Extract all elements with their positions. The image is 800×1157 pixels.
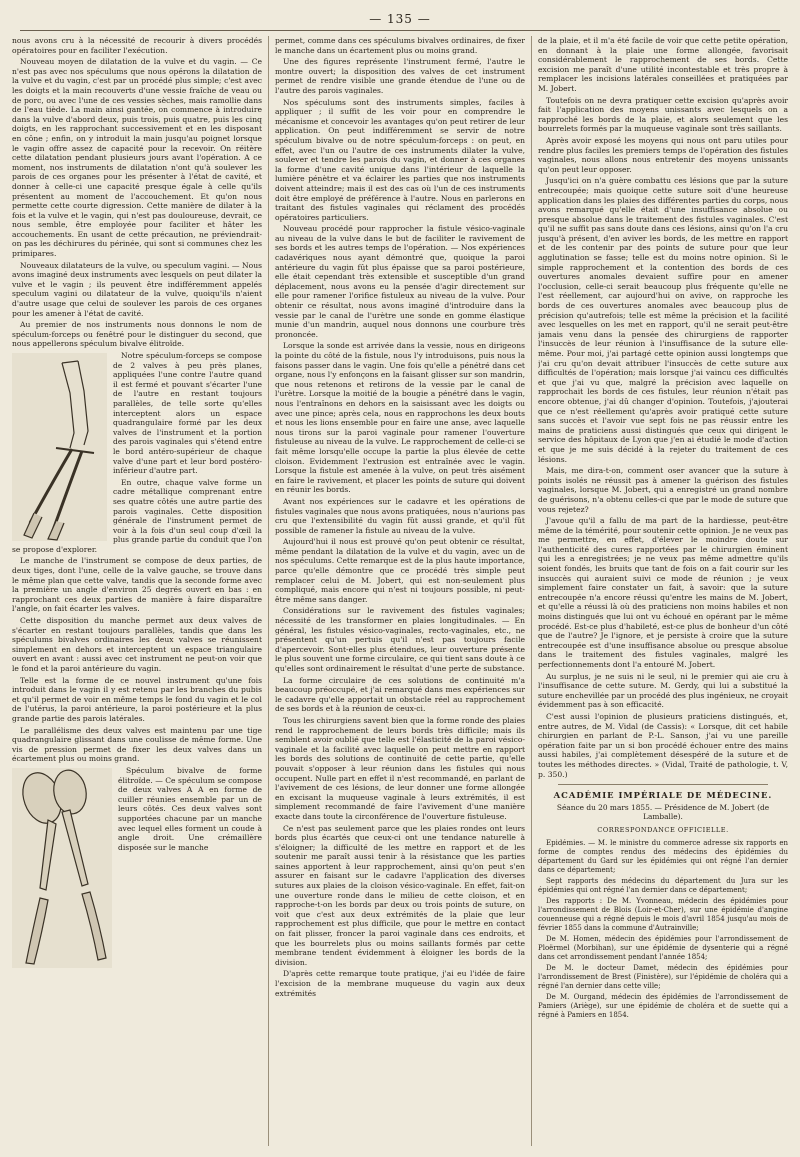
page-number: — 135 — [369, 12, 431, 26]
paragraph: La forme circulaire de ces solutions de continuité m'a beaucoup préoccupé, et j'ai remarqué dans mes expériences sur le cadavre qu'elle apportait un obstacle réel au rapprochement de ses bords et à la réunion de ceux-ci. [275, 675, 525, 714]
paragraph: Considérations sur le ravivement des fistules vaginales; nécessité de les transformer en plaies longitudinales. — En général, les fistules vésico-vaginales, recto-vaginales, etc., ne présentent qu'un pertuis qu'il n'est pas toujours facile d'apercevoir. Sont-elles plus étendues, leur ouverture présente le plus souvent une forme circulaire, ce qui tient sans doute à ce qu'elles sont ordinairement le résultat d'une perte de substance. [275, 606, 525, 673]
paragraph: Nouveau moyen de dilatation de la vulve et du vagin. — Ce n'est pas avec nos spéculums que nous opérons la dilatation de la vulve et du vagin, c'est par un procédé plus simple; c'est avec les doigts et la main recouverts d'une vessie fraîche de veau ou de porc, ou avec l'une de ces vessies sèches, mais ramollie dans de l'eau tiède. La main ainsi gantée, on commence à introduire dans la vulve d'abord deux, puis trois, puis quatre, puis les cinq doigts, en les rapprochant successivement et en les disposant en cône ; enfin, on y introduit la main jusqu'au poignet lorsque le vagin offre assez de capacité pour la recevoir. On réitère cette dilatation pendant plusieurs jours avant l'opération. A ce moment, nos instruments de dilatation n'ont qu'à soulever les parois de ces organes pour les présenter à l'état de cavité, et donner à celle-ci une capacité presque égale à celle qu'ils présentent au moment de l'accouchement. Et qu'on nous permette cette courte digression. Cette manière de dilater à la fois et la vulve et le vagin, qui n'est pas douloureuse, devrait, ce nous semble, être employée pour faciliter et hâter les accouchements. En usant de cette précaution, ne préviendrait-on pas les déchirures du périnée, qui sont si communes chez les primipares. [12, 57, 262, 259]
paragraph: Nouveaux dilatateurs de la vulve, ou speculum vagini. — Nous avons imaginé deux instruments avec lesquels on peut dilater la vulve et le vagin ; ils peuvent être indifféremment appelés speculum vagini ou dilatateur de la vulve, quoiqu'ils n'aient d'autre usage que celui de soulever les parois de ces organes pour les amener à l'état de cavité. [12, 260, 262, 318]
paragraph: Spéculum bivalve de forme élitroïde. — Ce spéculum se compose de deux valves A A en forme de cuiller réunies ensemble par un de leurs côtés. Ces deux valves sont supportées chacune par un manche avec lequel elles forment un coude à angle droit. Une crémaillère disposée sur le manche [118, 765, 262, 852]
paragraph: Au premier de nos instruments nous donnons le nom de spéculum-forceps ou fenêtré pour le distinguer du second, que nous appellerons spéculum bivalve élitroïde. [12, 320, 262, 349]
list-item: De M. le docteur Damet, médecin des épidémies pour l'arrondissement de Brest (Finistère), sur l'épidémie de choléra qui a régné l'an dernier dans cette ville; [538, 963, 788, 990]
paragraph: Après avoir exposé les moyens qui nous ont paru utiles pour rendre plus faciles les premiers temps de l'opération des fistules vaginales, nous allons nous entretenir des moyens unissants qu'on peut leur opposer. [538, 135, 788, 174]
correspondence-list [538, 839, 788, 1020]
list-item: De M. Ourgand, médecin des épidémies de l'arrondissement de Pamiers (Ariège), sur une épidémie de choléra et de suette qui a régné à Pamiers en 1854. [538, 992, 788, 1019]
paragraph: Une des figures représente l'instrument fermé, l'autre le montre ouvert; la disposition des valves de cet instrument permet de rendre visible une grande étendue de l'une ou de l'autre des parois vaginales. [275, 57, 525, 95]
paragraph: C'est aussi l'opinion de plusieurs praticiens distingués, et, entre autres, de M. Vidal (de Cassis): « Lorsque, dit cet habile chirurgien en parlant de P.-L. Sanson, j'ai vu une pareille opération faite par un si bon procédé échouer entre des mains aussi habiles, j'ai complètement désespéré de la suture et de toutes les méthodes directes. » (Vidal, Traité de pathologie, t. V, p. 350.) [538, 711, 788, 779]
paragraph: J'avoue qu'il a fallu de ma part de la hardiesse, peut-être même de la témérité, pour soutenir cette opinion. Je ne veux pas me permettre, en effet, d'élever le moindre doute sur l'authenticité des cures rapportées par le chirurgien éminent qui les a enregistrées; je ne veux pas même admettre qu'ils soient fondés, les bruits que tant de fois on a fait courir sur les insuccès qui auraient suivi ce mode de réunion ; je veux simplement faire constater un fait, à savoir: que la suture entrecoupée n'a encore réussi qu'entre les mains de M. Jobert, et qu'elle a réussi là où des praticiens non moins habiles et non moins distingués que lui ont vu échoué en opérant par le même procédé. Est-ce plus d'habileté, est-ce plus de bonheur d'un côté que de l'autre? Je l'ignore, et je persiste à croire que la suture entrecoupée est d'une insuffisance absolue ou presque absolue dans le traitement des fistules vaginales, malgré les perfectionnements dont l'a entouré M. Jobert. [538, 516, 788, 669]
paragraph: Toutefois on ne devra pratiquer cette excision qu'après avoir fait l'application des moyens unissants avec lesquels on a rapproché les bords de la plaie, et alors seulement que les bourrelets formés par la muqueuse vaginale sont très saillants. [538, 95, 788, 134]
header-rule [20, 30, 780, 31]
column-right [538, 36, 788, 1146]
section-divider [558, 784, 768, 785]
paragraph: Mais, me dira-t-on, comment oser avancer que la suture à points isolés ne réussit pas à amener la guérison des fistules vaginales, lorsque M. Jobert, qui a enregistré un grand nombre de guérisons, n'a obtenu celles-ci que par le mode de suture que vous rejetez? [538, 466, 788, 514]
paragraph: Le manche de l'instrument se compose de deux parties, de deux tiges, dont l'une, celle de la valve gauche, se trouve dans le même plan que cette valve, tandis que la seconde forme avec la première un angle d'environ 25 degrés ouvert en bas : en rapprochant ces deux parties de manière à faire disparaître l'angle, on fait écarter les valves. [12, 556, 262, 614]
column-divider [268, 36, 269, 1146]
paragraph: Telle est la forme de ce nouvel instrument qu'une fois introduit dans le vagin il y est retenu par les branches du pubis et qu'il permet de voir en même temps le fond du vagin et le col de l'utérus, la paroi antérieure, la paroi postérieure et la plus grande partie des parois latérales. [12, 675, 262, 723]
list-item: Sept rapports des médecins du département du Jura sur les épidémies qui ont régné l'an dernier dans ce département; [538, 876, 788, 894]
paragraph: Lorsque la sonde est arrivée dans la vessie, nous en dirigeons la pointe du côté de la fistule, nous l'y introduisons, puis nous la faisons passer dans le vagin. Une fois qu'elle a pénétré dans cet organe, nous l'y enfonçons en la faisant glisser sur son mandrin, que nous retenons et retirons de la vessie par le canal de l'urètre. Lorsque la moitié de la bougie a pénétré dans le vagin, nous l'entraînons en dehors en la saisissant avec les doigts ou avec une pince; après cela, nous en rapprochons les deux bouts et nous les lions ensemble pour en faire une anse, avec laquelle nous tirons sur la paroi vaginale pour ramener l'ouverture fistuleuse au niveau de la vulve. Le rapprochement de celle-ci se fait même lorsqu'elle occupe la partie la plus élevée de cette cloison. Evidemment l'extrusion est entraînée avec le vagin. Lorsque la fistule est amenée à la vulve, on peut très aisément en faire le ravivement, et placer les points de suture qui doivent en réunir les bords. [275, 341, 525, 495]
session-line: Séance du 20 mars 1855. — Présidence de M. Jobert (de Lamballe). [556, 802, 770, 822]
bivalve-speculum-figure [12, 768, 112, 968]
column-divider [531, 36, 532, 1146]
column-left [12, 36, 262, 1146]
paragraph: Nouveau procédé pour rapprocher la fistule vésico-vaginale au niveau de la vulve dans le but de faciliter le ravivement de ses bords et les autres temps de l'opération. — Nos expériences cadavériques nous ayant démontré que, quoique la paroi antérieure du vagin fût plus épaisse que sa paroi postérieure, elle était cependant très extensible et susceptible d'un grand déplacement, nous avons eu la pensée d'agir directement sur elle pour ramener l'orifice fistuleux au niveau de la vulve. Pour obtenir ce résultat, nous avons imaginé d'introduire dans la vessie par le canal de l'urètre une sonde en gomme élastique munie d'un mandrin, auquel nous donnons une courbure très prononcée. [275, 224, 525, 339]
paragraph: En outre, chaque valve forme un cadre métallique comprenant entre ses quatre côtés une autre partie des parois vaginales. Cette disposition générale de l'instrument permet de voir à la fois d'un seul coup d'œil la plus grande partie du conduit que l'on se propose d'explorer. [12, 477, 262, 554]
paragraph: Jusqu'ici on n'a guère combattu ces lésions que par la suture entrecoupée; mais quoique cette suture soit d'une heureuse application dans les plaies des différentes parties du corps, nous avons remarqué qu'elle était d'une insuffisance absolue ou presque absolue dans le traitement des fistules vaginales. C'est qu'il ne suffit pas sans doute dans ces lésions, ainsi qu'on l'a cru jusqu'à présent, d'en aviver les bords, de les mettre en rapport et de les contenir par des points de suture pour que leur agglutination se fasse; telle est du moins notre opinion. Si le simple rapprochement et la contention des bords de ces ouvertures anomales devaient suffire pour en amener l'occlusion, celle-ci serait beaucoup plus fréquente qu'elle ne l'est réellement, car aujourd'hui on avive, on rapproche les bords de ces ouvertures anomales avec beaucoup plus de précision qu'autrefois; telle est même la précision et la facilité avec lesquelles on les met en rapport, qu'il ne serait peut-être jamais venu dans la pensée des chirurgiens de rapporter l'insuccès de leur réunion à l'insuffisance de la suture elle-même. Pour moi, j'ai partagé cette opinion aussi longtemps que j'ai cru qu'on devait attribuer l'insuccès de cette suture aux difficultés de l'opération; mais lorsque j'ai vaincu ces difficultés et que j'ai vu que, malgré la précision avec laquelle on rapprochait les bords de ces fistules, leur réunion n'était pas encore obtenue, j'ai dû changer d'opinion. Toutefois, j'ajouterai que ce n'est réellement qu'après avoir pratiqué cette suture sans succès et l'avoir vue sept fois ne pas réussir entre les mains de praticiens aussi distingués que ceux qui dirigent le service des hôpitaux de Lyon que j'en ai étudié le mode d'action et que je me suis décidé à la rejeter du traitement de ces lésions. [538, 176, 788, 464]
paragraph: nous avons cru à la nécessité de recourir à divers procédés opératoires pour en faciliter l'exécution. [12, 36, 262, 55]
paragraph: Notre spéculum-forceps se compose de 2 valves à peu près planes, appliquées l'une contre l'autre quand il est fermé et pouvant s'écarter l'une de l'autre en restant toujours parallèles, de telle sorte qu'elles interceptent alors un espace quadrangulaire formé par les deux valves de l'instrument et la portion des parois vaginales qui s'étend entre le bord antéro-supérieur de chaque valve d'une part et leur bord postéro-inférieur d'autre part. [113, 351, 262, 476]
paragraph: Tous les chirurgiens savent bien que la forme ronde des plaies rend le rapprochement de leurs bords très difficile; mais ils semblent avoir oublié que telle est l'élasticité de la paroi vésico-vaginale et la facilité avec laquelle on peut mettre en rapport les bords des solutions de continuité de cette partie, qu'elle pouvait s'opposer à leur réunion dans les fistules qui nous occupent. Nulle part en effet il n'est recommandé, en parlant de l'avivement de ces lésions, de leur donner une forme allongée en excisant la muqueuse vaginale à leurs extrémités, il est simplement recommandé de faire l'avivement d'une manière exacte dans toute la circonférence de l'ouverture fistuleuse. [275, 715, 525, 821]
paragraph: Le parallélisme des deux valves est maintenu par une tige quadrangulaire glissant dans une coulisse de même forme. Une vis de pression permet de fixer les deux valves dans un écartement plus ou moins grand. [12, 725, 262, 764]
correspondence-heading: CORRESPONDANCE OFFICIELLE. [597, 825, 729, 834]
paragraph: D'après cette remarque toute pratique, j'ai eu l'idée de faire l'excision de la membrane muqueuse du vagin aux deux extrémités [275, 969, 525, 998]
column-middle [275, 36, 525, 1146]
paragraph: permet, comme dans ces spéculums bivalves ordinaires, de fixer le manche dans un écartement plus ou moins grand. [275, 36, 525, 55]
paragraph: Cette disposition du manche permet aux deux valves de s'écarter en restant toujours parallèles, tandis que dans les spéculums bivalves ordinaires les deux valves se réunissent simplement en dehors et interceptent un espace triangulaire ouvert en avant : aussi avec cet instrument ne peut-on voir que le fond et la paroi antérieure du vagin. [12, 616, 262, 673]
speculum-forceps-figure [12, 353, 107, 541]
academy-heading: ACADÉMIE IMPÉRIALE DE MÉDECINE. [553, 790, 773, 801]
paragraph: de la plaie, et il m'a été facile de voir que cette petite opération, en donnant à la plaie une forme allongée, favorisait considérablement le rapprochement de ses bords. Cette excision me paraît d'une utilité incontestable et très propre à remplacer les incisions latérales conseillées et pratiquées par M. Jobert. [538, 36, 788, 93]
paragraph: Aujourd'hui il nous est prouvé qu'on peut obtenir ce résultat, même pendant la dilatation de la vulve et du vagin, avec un de nos spéculums. Cette remarque est de la plus haute importance, parce qu'elle démontre que ce procédé très simple peut remplacer celui de M. Jobert, qui est non-seulement plus compliqué, mais encore qui n'est ni toujours possible, ni peut-être même sans danger. [275, 537, 525, 604]
list-item: Epidémies. — M. le ministre du commerce adresse six rapports en forme de comptes rendus des médecins des épidémies du département du Gard sur les épidémies qui ont régné l'an dernier dans ce département; [538, 838, 788, 874]
list-item: De M. Homen, médecin des épidémies pour l'arrondissement de Ploërmel (Morbihan), sur une épidémie de dysenterie qui a régné dans cet arrondissement pendant l'année 1854; [538, 934, 788, 961]
paragraph: Ce n'est pas seulement parce que les plaies rondes ont leurs bords plus écartés que ceux-ci ont une tendance naturelle à s'éloigner; la difficulté de les mettre en rapport et de les soutenir me paraît aussi tenir à la résistance que les parties saines apportent à leur rapprochement, ainsi qu'on peut s'en assurer en faisant sur le cadavre l'application des diverses sutures aux plaies de la cloison vésico-vaginale. En effet, fait-on une ouverture ronde dans le milieu de cette cloison, et en rapproche-t-on les bords par deux ou trois points de suture, on voit que c'est aux deux extrémités de la plaie que leur rapprochement est plus difficile, que pour le mettre en contact on fait plisser, froncer la paroi vaginale dans ces endroits, et que les bourrelets plus ou moins saillants formés par cette membrane tendent évidemment à éloigner les bords de la division. [275, 823, 525, 967]
list-item: Des rapports : De M. Yvonneau, médecin des épidémies pour l'arrondissement de Blois (Loir-et-Cher), sur une épidémie d'angine couenneuse qui a régné depuis le mois d'avril 1854 jusqu'au mois de février 1855 dans la commune d'Autrainville; [538, 896, 788, 932]
paragraph: Avant nos expériences sur le cadavre et les opérations de fistules vaginales que nous avons pratiquées, nous n'aurions pas cru que l'extensibilité du vagin fût aussi grande, et qu'il fût possible de ramener la fistule au niveau de la vulve. [275, 496, 525, 535]
paragraph: Nos spéculums sont des instruments simples, faciles à appliquer ; il suffit de les voir pour en comprendre le mécanisme et concevoir les avantages qu'on peut retirer de leur application. On peut indifféremment se servir de notre spéculum bivalve ou de notre spéculum-forceps : on peut, en effet, avec l'un ou l'autre de ces instruments dilater la vulve, soulever et tendre les parois du vagin, et donner à ces organes la forme d'une cavité unique dans l'intérieur de laquelle la lumière pénètre et va éclairer les parties que nos instruments doivent atteindre; mais il est des cas où l'un de ces instruments doit être employé de préférence à l'autre. Nous en parlerons en traitant des fistules vaginales qui réclament des procédés opératoires particuliers. [275, 97, 525, 222]
paragraph: Au surplus, je ne suis ni le seul, ni le premier qui aie cru à l'insuffisance de cette suture. M. Gerdy, qui lui a substitué la suture enchevillée par un procédé des plus ingénieux, ne croyait évidemment pas à son efficacité. [538, 671, 788, 710]
